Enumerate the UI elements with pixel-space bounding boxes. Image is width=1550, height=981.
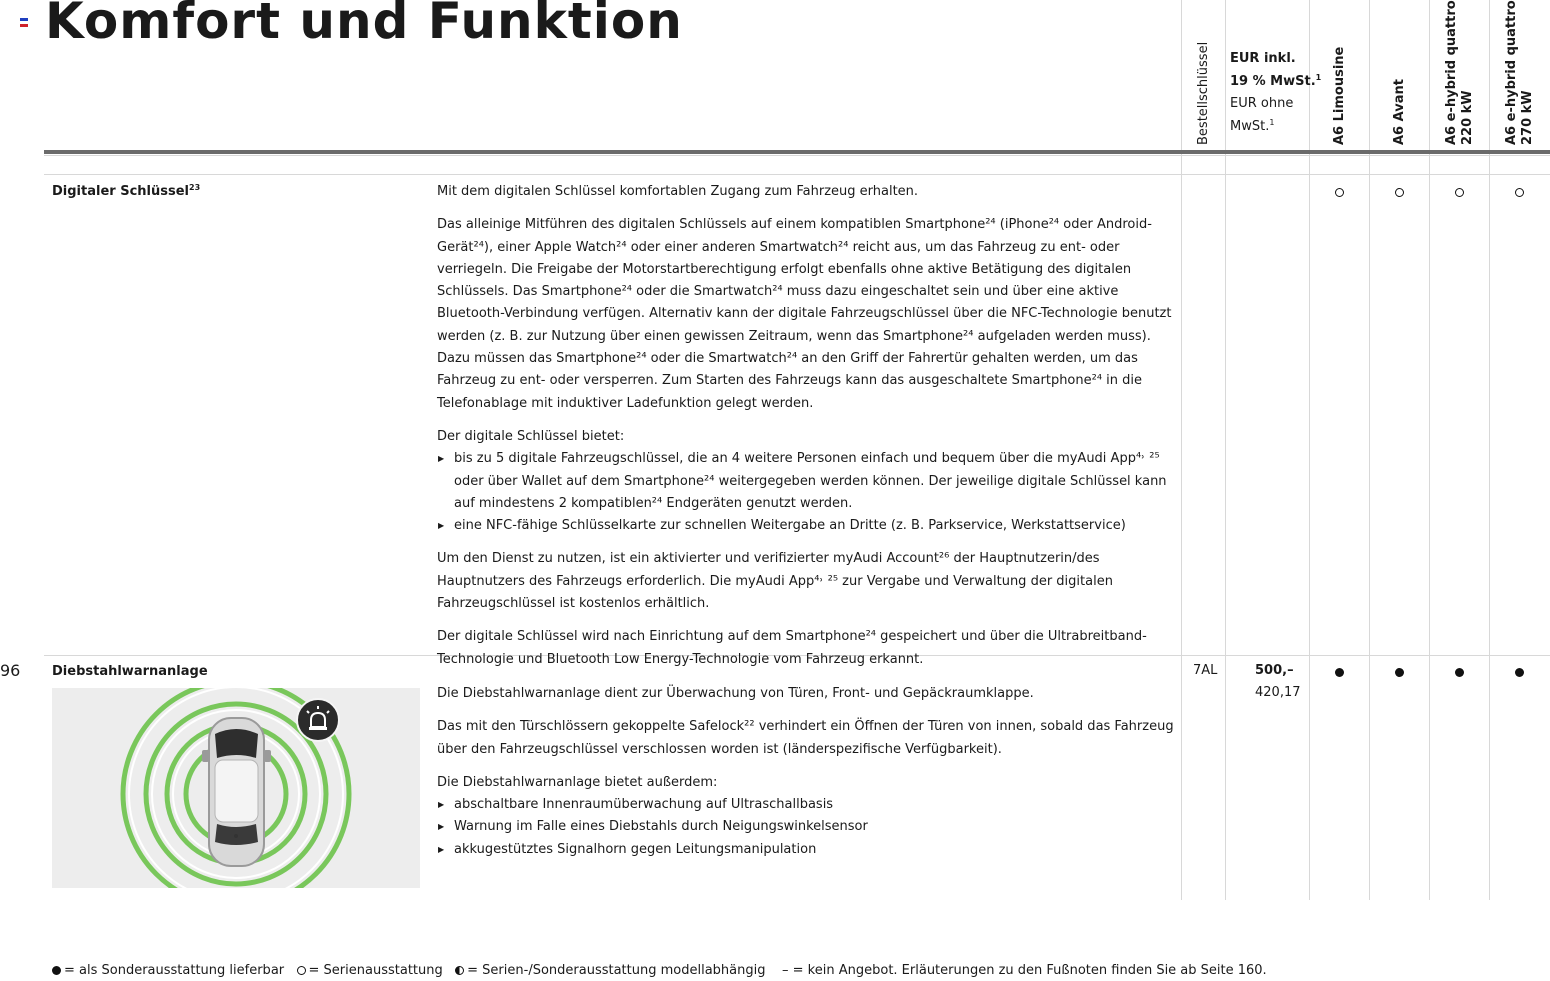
standard-mark [1392,186,1406,200]
order-key-header: Bestellschlüssel [1196,41,1211,145]
optional-mark [1512,666,1526,680]
price-excl-vat: 420,17 [1255,685,1301,700]
price-header: EUR inkl. 19 % MwSt.$^1$ EUR ohne MwSt.$^1$ [1230,51,1322,134]
alarm-illustration [52,688,420,888]
standard-mark [1332,186,1346,200]
page-title: Komfort und Funktion [45,0,683,50]
row-description-digital-key: Mit dem digitalen Schlüssel komfortablen Zugang zum Fahrzeug erhalten. Das alleinige Mitführen des digitalen Schlüssels auf einem kompatiblen Smartphone²⁴ (iPhone²⁴ oder Android-Gerät²⁴), einer Apple Watch²⁴ oder einer anderen Smartwatch²⁴ reicht aus, um das Fahrzeug zu ent- oder verriegeln. Die Freigabe der Motorstartberechtigung erfolgt ebenfalls ohne aktive Betätigung des digitalen Schlüssels. Das Smartphone²⁴ oder die Smartwatch²⁴ muss dazu eingeschaltet sein und über eine aktive Bluetooth-Verbindung verfügen. Alternativ kann der digitale Fahrzeugschlüssel über die NFC-Technologie benutzt werden (z. B. zur Nutzung über einen gewissen Zeitraum, wenn das Smartphone²⁴ aufgeladen werden muss). Dazu müssen das Smartphone²⁴ oder die Smartwatch²⁴ an den Griff der Fahrertür gehalten werden, um das Fahrzeug zu ent- oder versperren. Zum Starten des Fahrzeugs kann das ausgeschaltete Smartphone²⁴ in die Telefonablage mit induktiver Ladefunktion gelegt werden. Der digitale Schlüssel bietet: ▶ bis zu 5 digitale Fahrzeugschlüssel, die an 4 weitere Personen einfach und bequem über die myAudi App⁴˒ ²⁵ oder über Wallet auf dem Smartphone²⁴ weitergegeben werden können. Der jeweilige digitale Schlüssel kann auf mindestens 2 kompatiblen²⁴ Endgeräten genutzt werden. ▶ eine NFC-fähige Schlüsselkarte zur schnellen Weitergabe an Dritte (z. B. Parkservice, Werkstattservice) Um den Dienst zu nutzen, ist ein aktivierter und verifizierter myAudi Account²⁶ der Hauptnutzerin/des Hauptnutzers des Fahrzeugs erforderlich. Die myAudi App⁴˒ ²⁵ zur Vergabe und Verwaltung der digitalen Fahrzeugschlüssel ist kostenlos erhältlich. Der digitale Schlüssel wird nach Einrichtung auf dem Smartphone²⁴ gespeichert und über die Ultrabreitband-Technologie und Bluetooth Low Energy-Technologie vom Fahrzeug erkannt. [437,181,1177,682]
price-incl-vat: 500,– [1255,663,1294,678]
optional-mark [1332,666,1346,680]
column-divider [1225,0,1226,900]
standard-mark [1452,186,1466,200]
optional-mark [1392,666,1406,680]
optional-mark [1452,666,1466,680]
alarm-siren-icon [296,698,340,742]
flag-icon [20,18,28,27]
column-divider [1489,0,1490,900]
column-divider [1369,0,1370,900]
list-item: ▶ abschaltbare Innenraumüberwachung auf Ultraschallbasis [437,794,1177,816]
legend: = als Sonderausstattung lieferbar = Serienausstattung = Serien-/Sonderausstattung modellabhängig – = kein Angebot. Erläuterungen zu den Fußnoten finden Sie ab Seite 160. [52,963,1267,978]
row-divider [44,174,1550,175]
row-label-alarm: Diebstahlwarnanlage [52,664,208,679]
row-description-alarm: Die Diebstahlwarnanlage dient zur Überwachung von Türen, Front- und Gepäckraumklappe. Das mit den Türschlössern gekoppelte Safelock²² verhindert ein Öffnen der Türen von innen, sobald das Fahrzeug über den Fahrzeugschlüssel verschlossen worden ist (länderspezifische Verfügbarkeit). Die Diebstahlwarnanlage bietet außerdem: ▶ abschaltbare Innenraumüberwachung auf Ultraschallbasis ▶ Warnung im Falle eines Diebstahls durch Neigungswinkelsensor ▶ akkugestütztes Signalhorn gegen Leitungsmanipulation [437,683,1177,872]
list-item: ▶ eine NFC-fähige Schlüsselkarte zur schnellen Weitergabe an Dritte (z. B. Parkservice, Werkstattservice) [437,515,1177,537]
page-number: 96 [0,661,21,680]
list-item: ▶ Warnung im Falle eines Diebstahls durch Neigungswinkelsensor [437,816,1177,838]
model-header-avant: A6 Avant [1392,79,1407,145]
model-header-ehybrid-220: A6 e-hybrid quattro 220 kW [1444,0,1475,145]
standard-mark [1512,186,1526,200]
list-item: ▶ bis zu 5 digitale Fahrzeugschlüssel, die an 4 weitere Personen einfach und bequem über die myAudi App⁴˒ ²⁵ oder über Wallet auf dem Smartphone²⁴ weitergegeben werden können. Der jeweilige digitale Schlüssel kann auf mindestens 2 kompatiblen²⁴ Endgeräten genutzt werden. [437,448,1177,515]
row-label-digital-key: Digitaler Schlüssel$^{23}$ [52,183,201,199]
model-header-ehybrid-270: A6 e-hybrid quattro 270 kW [1504,0,1535,145]
standard-symbol [297,966,306,975]
order-code: 7AL [1193,663,1218,678]
optional-symbol [52,966,61,975]
model-dependent-symbol [455,966,464,975]
column-divider [1429,0,1430,900]
model-header-limousine: A6 Limousine [1332,46,1347,145]
header-subrule [44,155,1550,156]
column-divider [1181,0,1182,900]
list-item: ▶ akkugestütztes Signalhorn gegen Leitungsmanipulation [437,839,1177,861]
header-rule [44,150,1550,154]
